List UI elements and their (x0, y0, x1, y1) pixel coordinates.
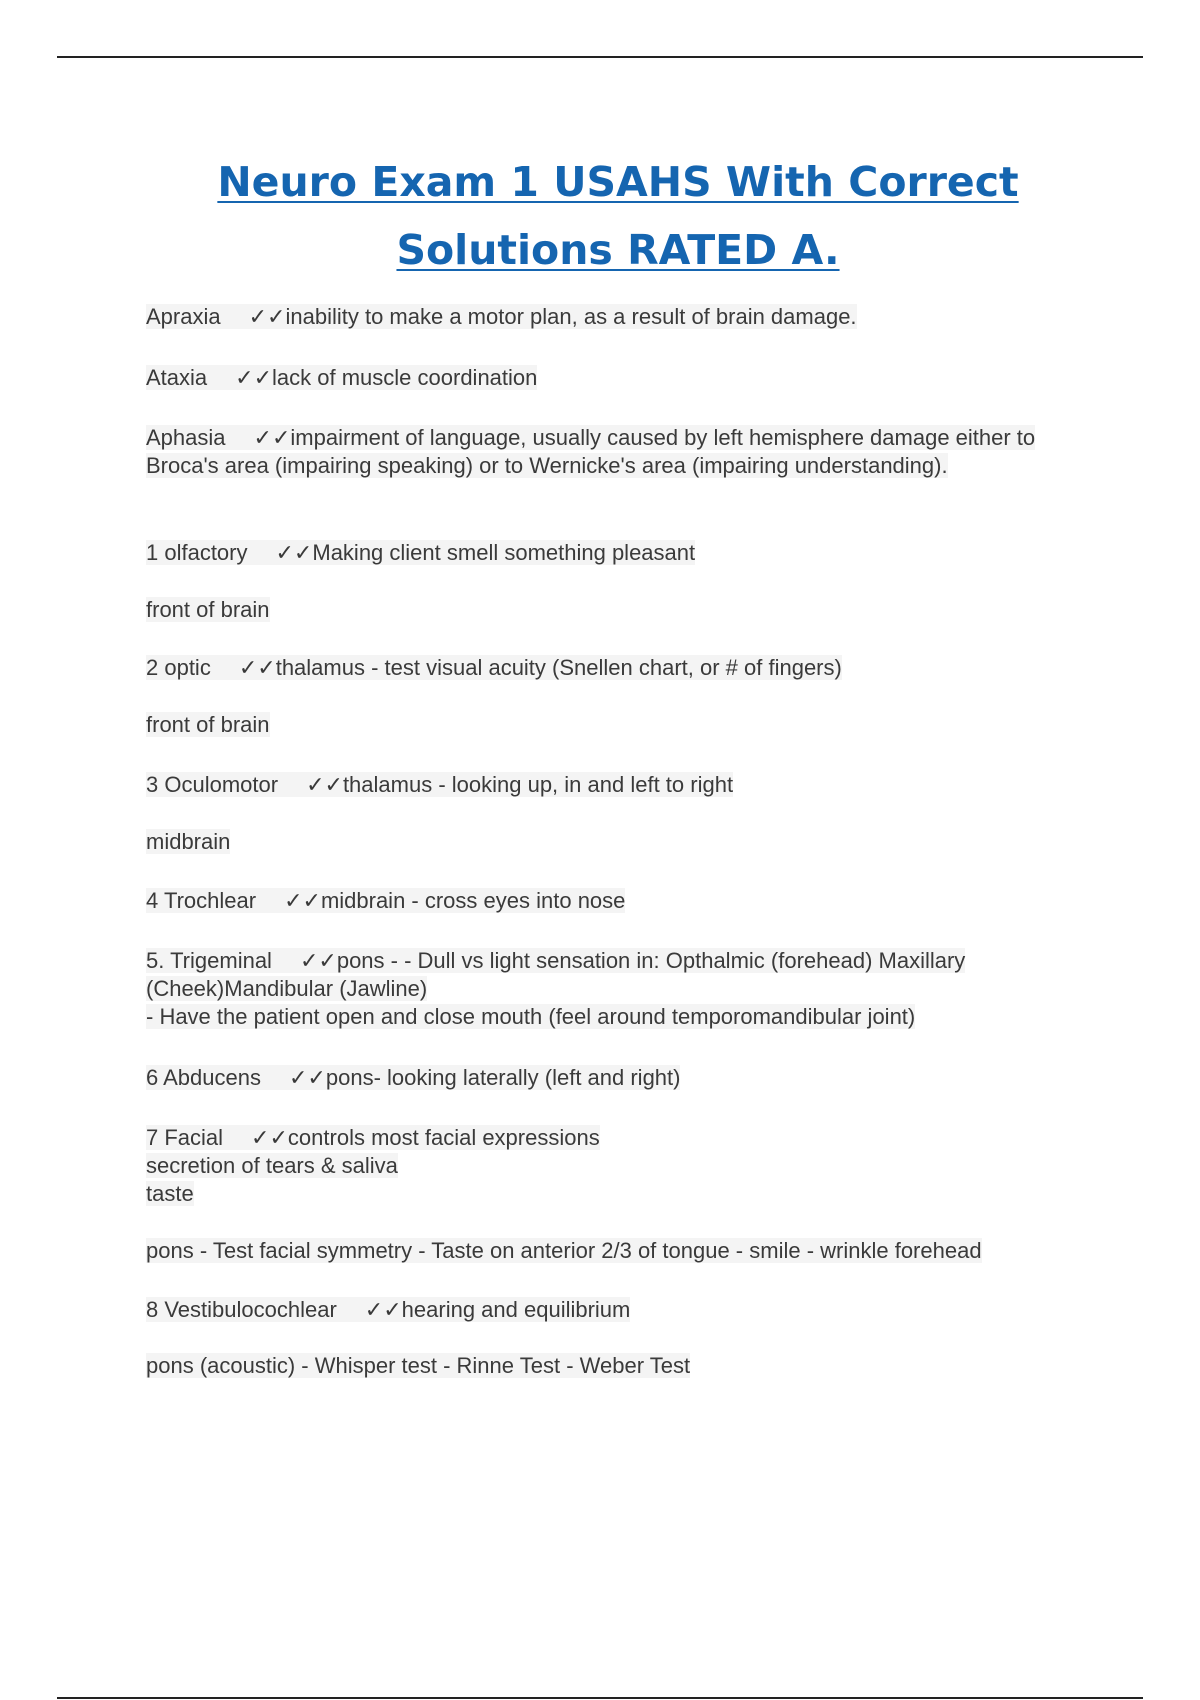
entry-definition: midbrain - cross eyes into nose (320, 888, 626, 913)
entry-term: 4 Trochlear (146, 888, 257, 913)
entry-note (146, 1237, 982, 1265)
entry-vestibulocochlear (146, 1296, 630, 1324)
entry-term: Ataxia (146, 365, 208, 390)
entry-term: 6 Abducens (146, 1065, 261, 1090)
entry-text: front of brain (146, 597, 270, 622)
check-mark-icon: ✓✓ (284, 888, 321, 913)
entry-text: pons - Test facial symmetry - Taste on anterior 2/3 of tongue - smile - wrinkle forehead (146, 1238, 982, 1263)
entry-oculomotor (146, 771, 733, 799)
entry-aphasia (146, 424, 1076, 480)
entry-term: 3 Oculomotor (146, 772, 279, 797)
entry-text: front of brain (146, 712, 270, 737)
check-mark-icon: ✓✓ (235, 365, 273, 390)
entry-definition: hearing and equilibrium (401, 1297, 631, 1322)
entry-term: 8 Vestibulocochlear (146, 1297, 337, 1322)
entry-note (146, 596, 270, 624)
entry-term: 1 olfactory (146, 540, 248, 565)
check-mark-icon: ✓✓ (253, 425, 291, 450)
entry-definition: pons- looking laterally (left and right) (325, 1065, 681, 1090)
entry-definition: inability to make a motor plan, as a result of brain damage. (285, 304, 857, 329)
check-mark-icon: ✓✓ (364, 1297, 402, 1322)
entry-trigeminal (146, 947, 1076, 1031)
entry-term: 7 Facial (146, 1125, 224, 1150)
check-mark-icon: ✓✓ (275, 540, 313, 565)
entry-note (146, 1352, 690, 1380)
entry-optic (146, 654, 842, 682)
entry-olfactory (146, 539, 695, 567)
entry-definition: Making client smell something pleasant (312, 540, 696, 565)
entry-note (146, 711, 270, 739)
title-line-1: Neuro Exam 1 USAHS With Correct (217, 158, 1019, 206)
entry-definition: thalamus - looking up, in and left to right (342, 772, 734, 797)
entry-term: 5. Trigeminal (146, 948, 272, 973)
entry-definition: pons - - Dull vs light sensation in: Opthalmic (forehead) Maxillary (Cheek)Mandibular (Jawline) - Have the patient open and close mouth (feel around temporomandibular joint) (146, 948, 966, 1029)
entry-term: Aphasia (146, 425, 226, 450)
entry-term: Apraxia (146, 304, 221, 329)
title-line-2: Solutions RATED A. (396, 226, 840, 274)
entry-facial (146, 1124, 600, 1208)
entry-note (146, 828, 230, 856)
entry-definition: impairment of language, usually caused by left hemisphere damage either to Broca's area (impairing speaking) or to Wernicke's area (impairing understanding). (146, 425, 1036, 478)
bottom-rule (57, 1697, 1143, 1699)
check-mark-icon: ✓✓ (306, 772, 343, 797)
check-mark-icon: ✓✓ (238, 655, 276, 680)
entry-ataxia (146, 364, 537, 392)
check-mark-icon: ✓✓ (299, 948, 337, 973)
entry-definition: controls most facial expressions secretion of tears & saliva taste (146, 1125, 600, 1206)
entry-abducens (146, 1064, 680, 1092)
entry-term: 2 optic (146, 655, 211, 680)
check-mark-icon: ✓✓ (248, 304, 286, 329)
entry-apraxia (146, 303, 857, 331)
entry-text: midbrain (146, 829, 231, 854)
check-mark-icon: ✓✓ (251, 1125, 288, 1150)
check-mark-icon: ✓✓ (288, 1065, 326, 1090)
entry-trochlear (146, 887, 625, 915)
entry-definition: thalamus - test visual acuity (Snellen chart, or # of fingers) (275, 655, 842, 680)
entry-text: pons (acoustic) - Whisper test - Rinne Test - Weber Test (146, 1353, 691, 1378)
entry-definition: lack of muscle coordination (272, 365, 538, 390)
